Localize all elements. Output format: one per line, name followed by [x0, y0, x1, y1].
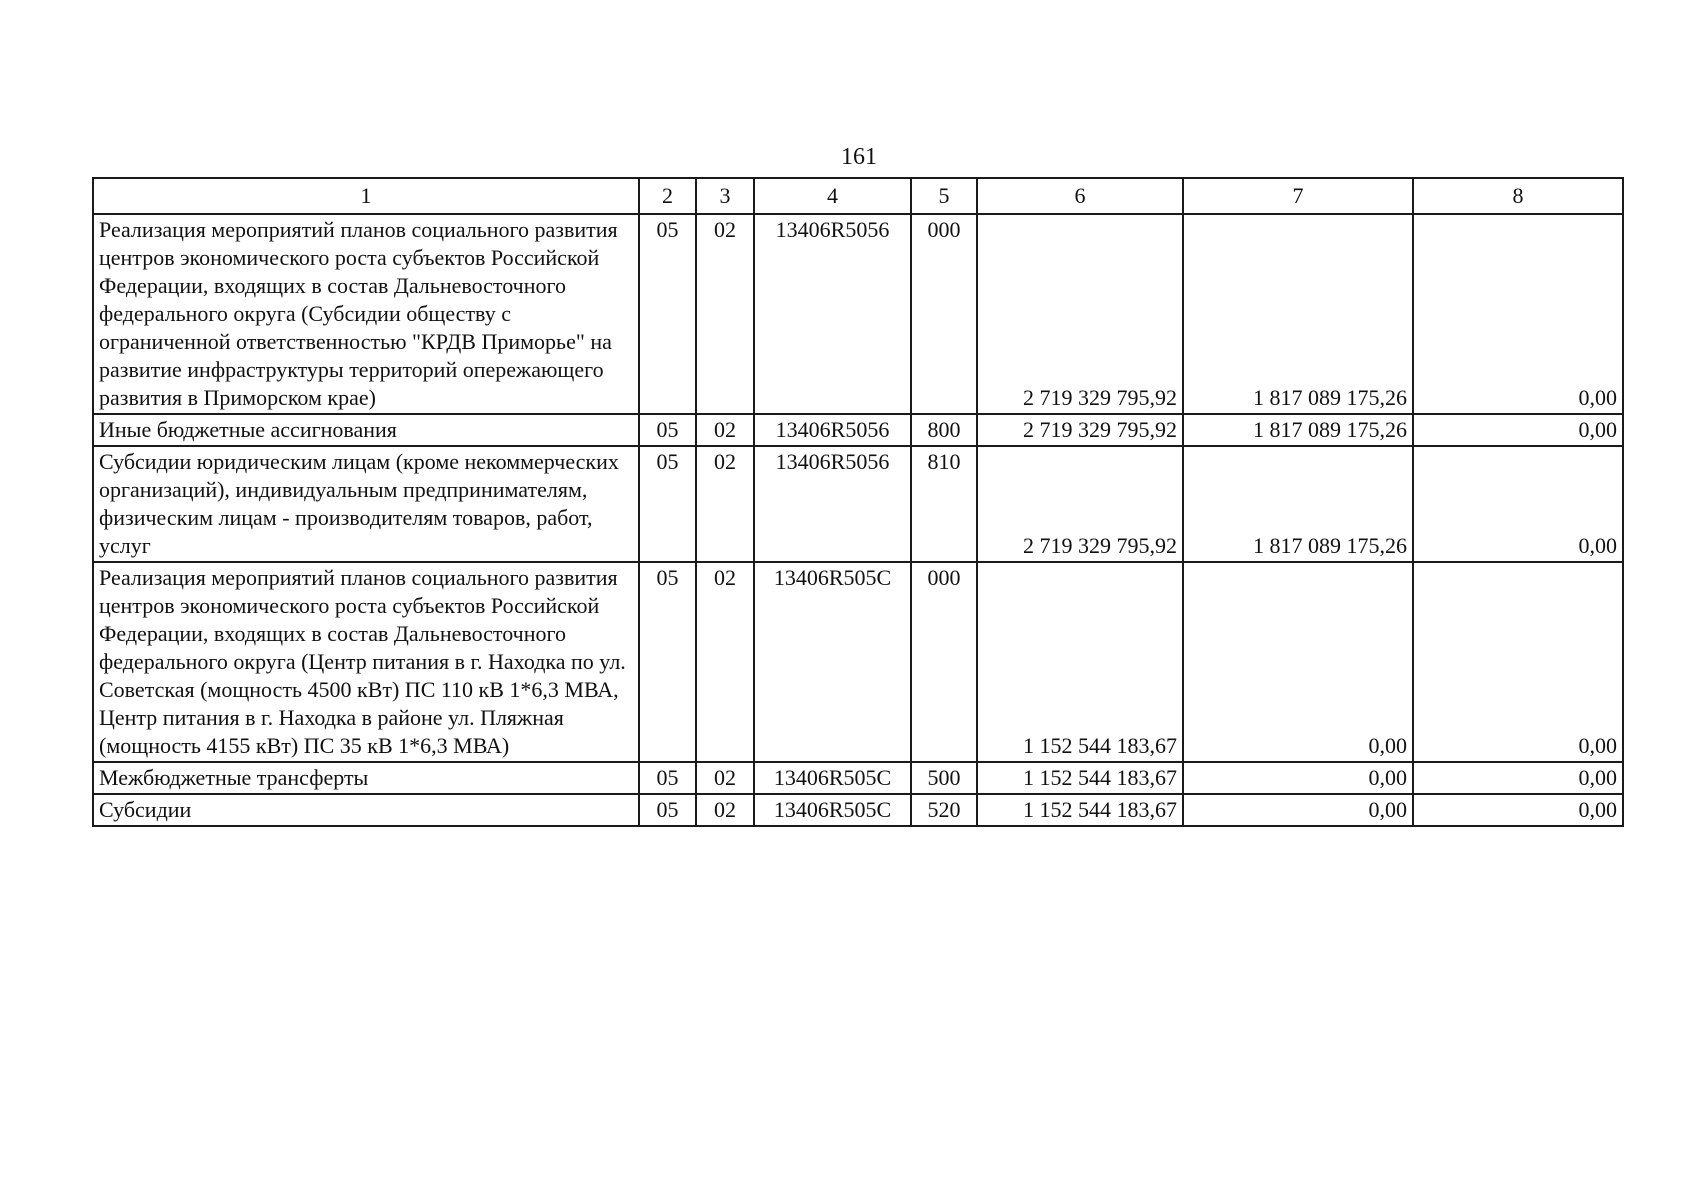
target-article-code: 13406R5056	[754, 414, 911, 446]
amount-col8: 0,00	[1413, 794, 1623, 826]
amount-col8: 0,00	[1413, 762, 1623, 794]
expense-type-code: 000	[911, 562, 977, 762]
expense-type-code: 500	[911, 762, 977, 794]
expense-type-code: 000	[911, 214, 977, 414]
subsection-code: 02	[696, 762, 754, 794]
target-article-code: 13406R505C	[754, 762, 911, 794]
target-article-code: 13406R505C	[754, 562, 911, 762]
amount-col6: 1 152 544 183,67	[977, 794, 1183, 826]
row-name: Межбюджетные трансферты	[93, 762, 639, 794]
target-article-code: 13406R5056	[754, 446, 911, 562]
subsection-code: 02	[696, 794, 754, 826]
row-name: Иные бюджетные ассигнования	[93, 414, 639, 446]
amount-col8: 0,00	[1413, 562, 1623, 762]
column-header: 2	[639, 178, 696, 214]
table-row	[93, 214, 1623, 414]
section-code: 05	[639, 414, 696, 446]
section-code: 05	[639, 214, 696, 414]
column-header: 3	[696, 178, 754, 214]
page-number: 161	[841, 144, 877, 170]
subsection-code: 02	[696, 562, 754, 762]
subsection-code: 02	[696, 414, 754, 446]
target-article-code: 13406R5056	[754, 214, 911, 414]
amount-col6: 2 719 329 795,92	[977, 414, 1183, 446]
header-row	[93, 178, 1623, 214]
section-code: 05	[639, 562, 696, 762]
amount-col8: 0,00	[1413, 414, 1623, 446]
column-header: 4	[754, 178, 911, 214]
expense-type-code: 520	[911, 794, 977, 826]
subsection-code: 02	[696, 446, 754, 562]
table-row	[93, 414, 1623, 446]
table-row	[93, 762, 1623, 794]
column-header: 1	[93, 178, 639, 214]
amount-col8: 0,00	[1413, 214, 1623, 414]
row-name: Субсидии юридическим лицам (кроме некоммерческих организаций), индивидуальным предпринимателям, физическим лицам - производителям товаров, работ, услуг	[93, 446, 639, 562]
table-row	[93, 446, 1623, 562]
subsection-code: 02	[696, 214, 754, 414]
table-row	[93, 794, 1623, 826]
section-code: 05	[639, 794, 696, 826]
column-header: 7	[1183, 178, 1413, 214]
amount-col7: 1 817 089 175,26	[1183, 214, 1413, 414]
expense-type-code: 800	[911, 414, 977, 446]
amount-col6: 2 719 329 795,92	[977, 446, 1183, 562]
amount-col6: 1 152 544 183,67	[977, 562, 1183, 762]
expense-type-code: 810	[911, 446, 977, 562]
amount-col7: 1 817 089 175,26	[1183, 414, 1413, 446]
budget-table	[92, 177, 1624, 827]
amount-col6: 2 719 329 795,92	[977, 214, 1183, 414]
row-name: Реализация мероприятий планов социального развития центров экономического роста субъектов Российской Федерации, входящих в состав Дальневосточного федерального округа (Центр питания в г. Находка по ул. Советская (мощность 4500 кВт) ПС 110 кВ 1*6,3 МВА, Центр питания в г. Находка в районе ул. Пляжная (мощность 4155 кВт) ПС 35 кВ 1*6,3 МВА)	[93, 562, 639, 762]
amount-col7: 0,00	[1183, 762, 1413, 794]
column-header: 6	[977, 178, 1183, 214]
section-code: 05	[639, 762, 696, 794]
target-article-code: 13406R505C	[754, 794, 911, 826]
section-code: 05	[639, 446, 696, 562]
amount-col8: 0,00	[1413, 446, 1623, 562]
row-name: Субсидии	[93, 794, 639, 826]
amount-col7: 1 817 089 175,26	[1183, 446, 1413, 562]
amount-col6: 1 152 544 183,67	[977, 762, 1183, 794]
row-name: Реализация мероприятий планов социального развития центров экономического роста субъектов Российской Федерации, входящих в состав Дальневосточного федерального округа (Субсидии обществу с ограниченной ответственностью "КРДВ Приморье" на развитие инфраструктуры территорий опережающего развития в Приморском крае)	[93, 214, 639, 414]
table-row	[93, 562, 1623, 762]
amount-col7: 0,00	[1183, 562, 1413, 762]
amount-col7: 0,00	[1183, 794, 1413, 826]
column-header: 8	[1413, 178, 1623, 214]
column-header: 5	[911, 178, 977, 214]
